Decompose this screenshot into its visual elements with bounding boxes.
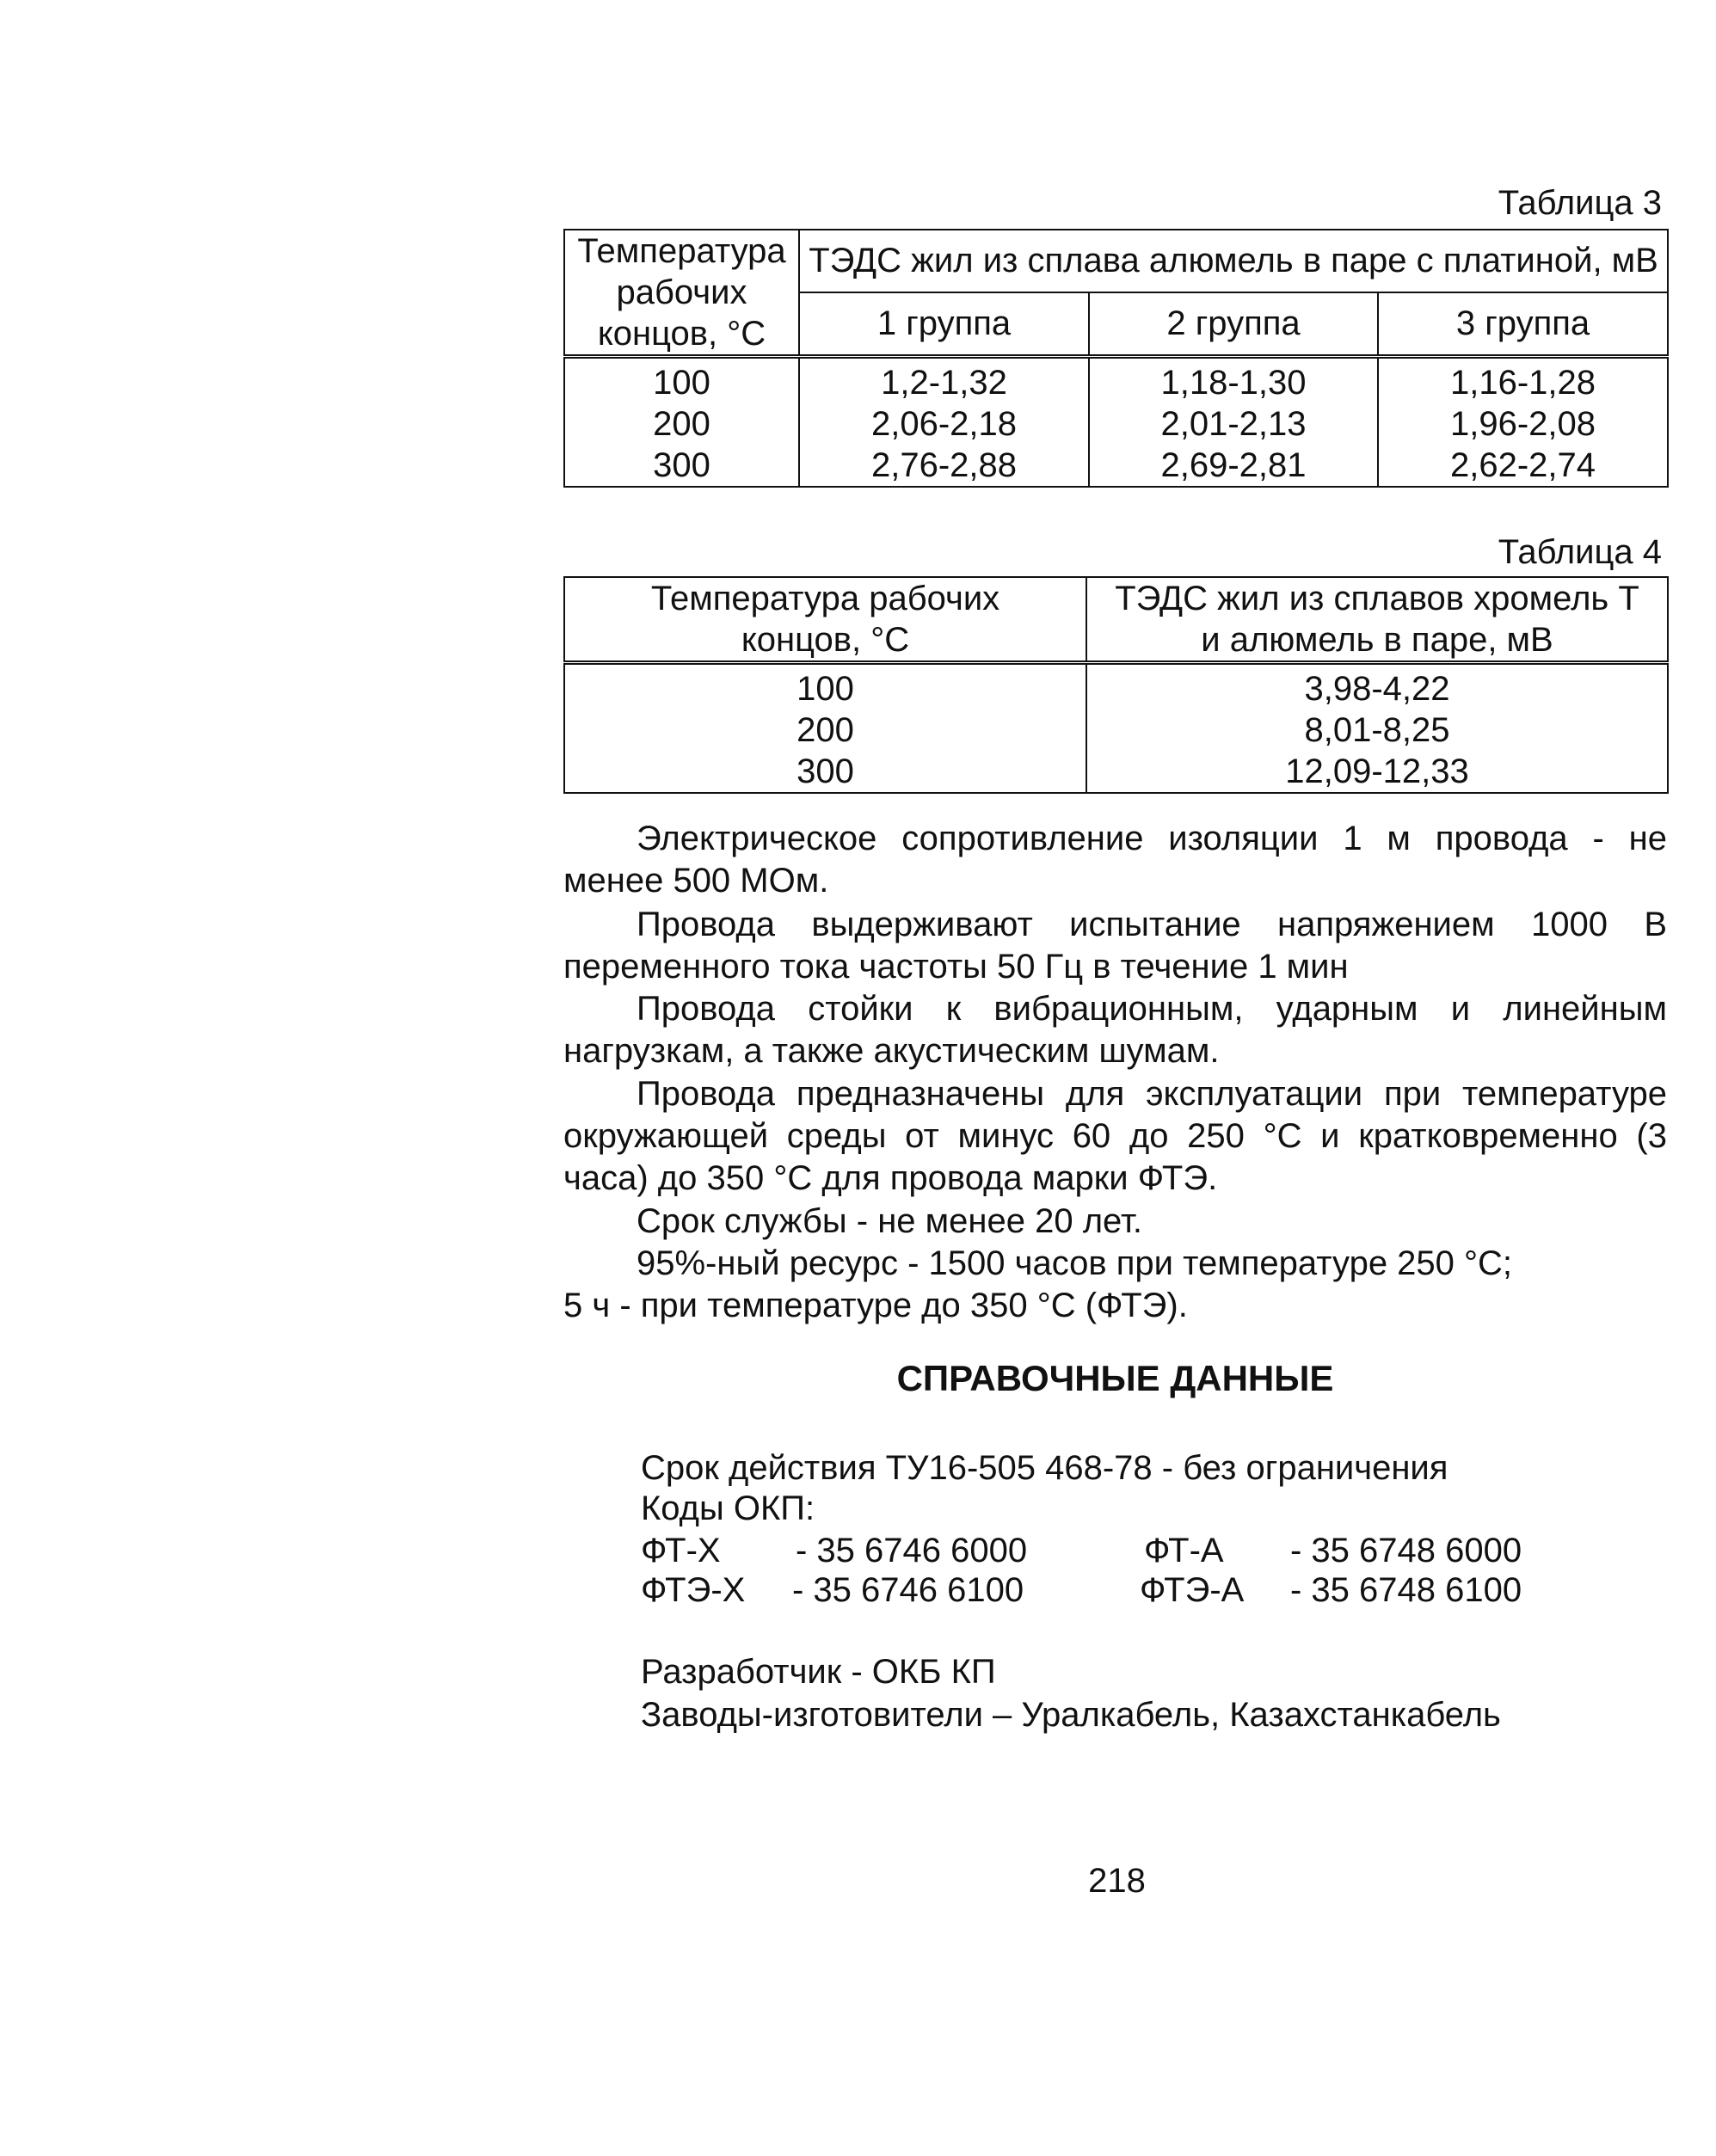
table3-cell-g1: 2,76-2,88 — [799, 445, 1089, 487]
table3-header-tedc: ТЭДС жил из сплава алюмель в паре с платиной, мВ — [799, 230, 1668, 292]
table3-header-temperature: Температура рабочих концов, °С — [564, 230, 799, 357]
okp-code: - 35 6746 6000 — [796, 1532, 1028, 1569]
reference-manufacturers: Заводы-изготовители – Уралкабель, Казахстанкабель — [641, 1696, 1501, 1734]
table4-cell-value: 8,01-8,25 — [1086, 709, 1668, 751]
table3-cell-g3: 1,16-1,28 — [1378, 357, 1668, 404]
table3-cell-g1: 1,2-1,32 — [799, 357, 1089, 404]
table3-row — [564, 403, 1668, 445]
table3-row — [564, 445, 1668, 487]
reference-developer: Разработчик - ОКБ КП — [641, 1653, 996, 1691]
table3-header-group1: 1 группа — [799, 292, 1089, 357]
table4-cell-temp: 300 — [564, 751, 1086, 793]
okp-name: ФТ-А — [1144, 1532, 1224, 1569]
table4-cell-temp: 100 — [564, 663, 1086, 710]
table4-cell-value: 12,09-12,33 — [1086, 751, 1668, 793]
okp-code-row — [641, 1570, 1630, 1610]
table4 — [563, 576, 1669, 794]
paragraph-service-life: Срок службы - не менее 20 лет. — [637, 1202, 1142, 1240]
paragraph-resource-line2: 5 ч - при температуре до 350 °С (ФТЭ). — [563, 1287, 1188, 1324]
okp-code: - 35 6748 6100 — [1290, 1571, 1522, 1609]
table3-cell-g3: 2,62-2,74 — [1378, 445, 1668, 487]
okp-codes — [641, 1531, 1630, 1610]
table3-cell-temp: 300 — [564, 445, 799, 487]
table4-caption: Таблица 4 — [1498, 533, 1662, 571]
table3-cell-g2: 1,18-1,30 — [1089, 357, 1378, 404]
table4-row — [564, 751, 1668, 793]
table4-header-temperature: Температура рабочих концов, °С — [564, 577, 1086, 663]
table3-cell-g2: 2,69-2,81 — [1089, 445, 1378, 487]
paragraph-resource-line1: 95%-ный ресурс - 1500 часов при температуре 250 °С; — [637, 1244, 1513, 1282]
paragraph-operating-temperature: Провода предназначены для эксплуатации при температуре окружающей среды от минус 60 до 250 °С и кратковременно (3 часа) до 350 °С для провода марки ФТЭ. — [563, 1075, 1667, 1197]
paragraph-voltage-test: Провода выдерживают испытание напряжением 1000 В переменного тока частоты 50 Гц в течение 1 мин — [563, 906, 1667, 986]
table3-cell-temp: 200 — [564, 403, 799, 445]
table3-header-group3: 3 группа — [1378, 292, 1668, 357]
okp-name: ФТЭ-Х — [641, 1571, 746, 1609]
okp-code: - 35 6748 6000 — [1290, 1532, 1522, 1569]
table3-caption: Таблица 3 — [1498, 184, 1662, 222]
table4-cell-temp: 200 — [564, 709, 1086, 751]
table4-row — [564, 663, 1668, 710]
okp-code-row — [641, 1531, 1630, 1570]
table3-cell-temp: 100 — [564, 357, 799, 404]
reference-heading: СПРАВОЧНЫЕ ДАННЫЕ — [896, 1358, 1334, 1398]
table3-cell-g2: 2,01-2,13 — [1089, 403, 1378, 445]
page-number: 218 — [1088, 1862, 1146, 1900]
table4-row — [564, 709, 1668, 751]
table3 — [563, 229, 1669, 488]
table3-cell-g3: 1,96-2,08 — [1378, 403, 1668, 445]
paragraph-resistance: Провода стойки к вибрационным, ударным и линейным нагрузкам, а также акустическим шумам. — [563, 990, 1667, 1070]
okp-name: ФТЭ-А — [1140, 1571, 1245, 1609]
okp-name: ФТ-Х — [641, 1532, 721, 1569]
table3-cell-g1: 2,06-2,18 — [799, 403, 1089, 445]
reference-validity: Срок действия ТУ16-505 468-78 - без ограничения — [641, 1449, 1448, 1487]
table3-row — [564, 357, 1668, 404]
table3-header-group2: 2 группа — [1089, 292, 1378, 357]
table4-header-tedc: ТЭДС жил из сплавов хромель Т и алюмель в паре, мВ — [1086, 577, 1668, 663]
table4-cell-value: 3,98-4,22 — [1086, 663, 1668, 710]
paragraph-insulation: Электрическое сопротивление изоляции 1 м провода - не менее 500 МОм. — [563, 820, 1667, 900]
reference-okp-label: Коды ОКП: — [641, 1490, 815, 1527]
okp-code: - 35 6746 6100 — [792, 1571, 1024, 1609]
